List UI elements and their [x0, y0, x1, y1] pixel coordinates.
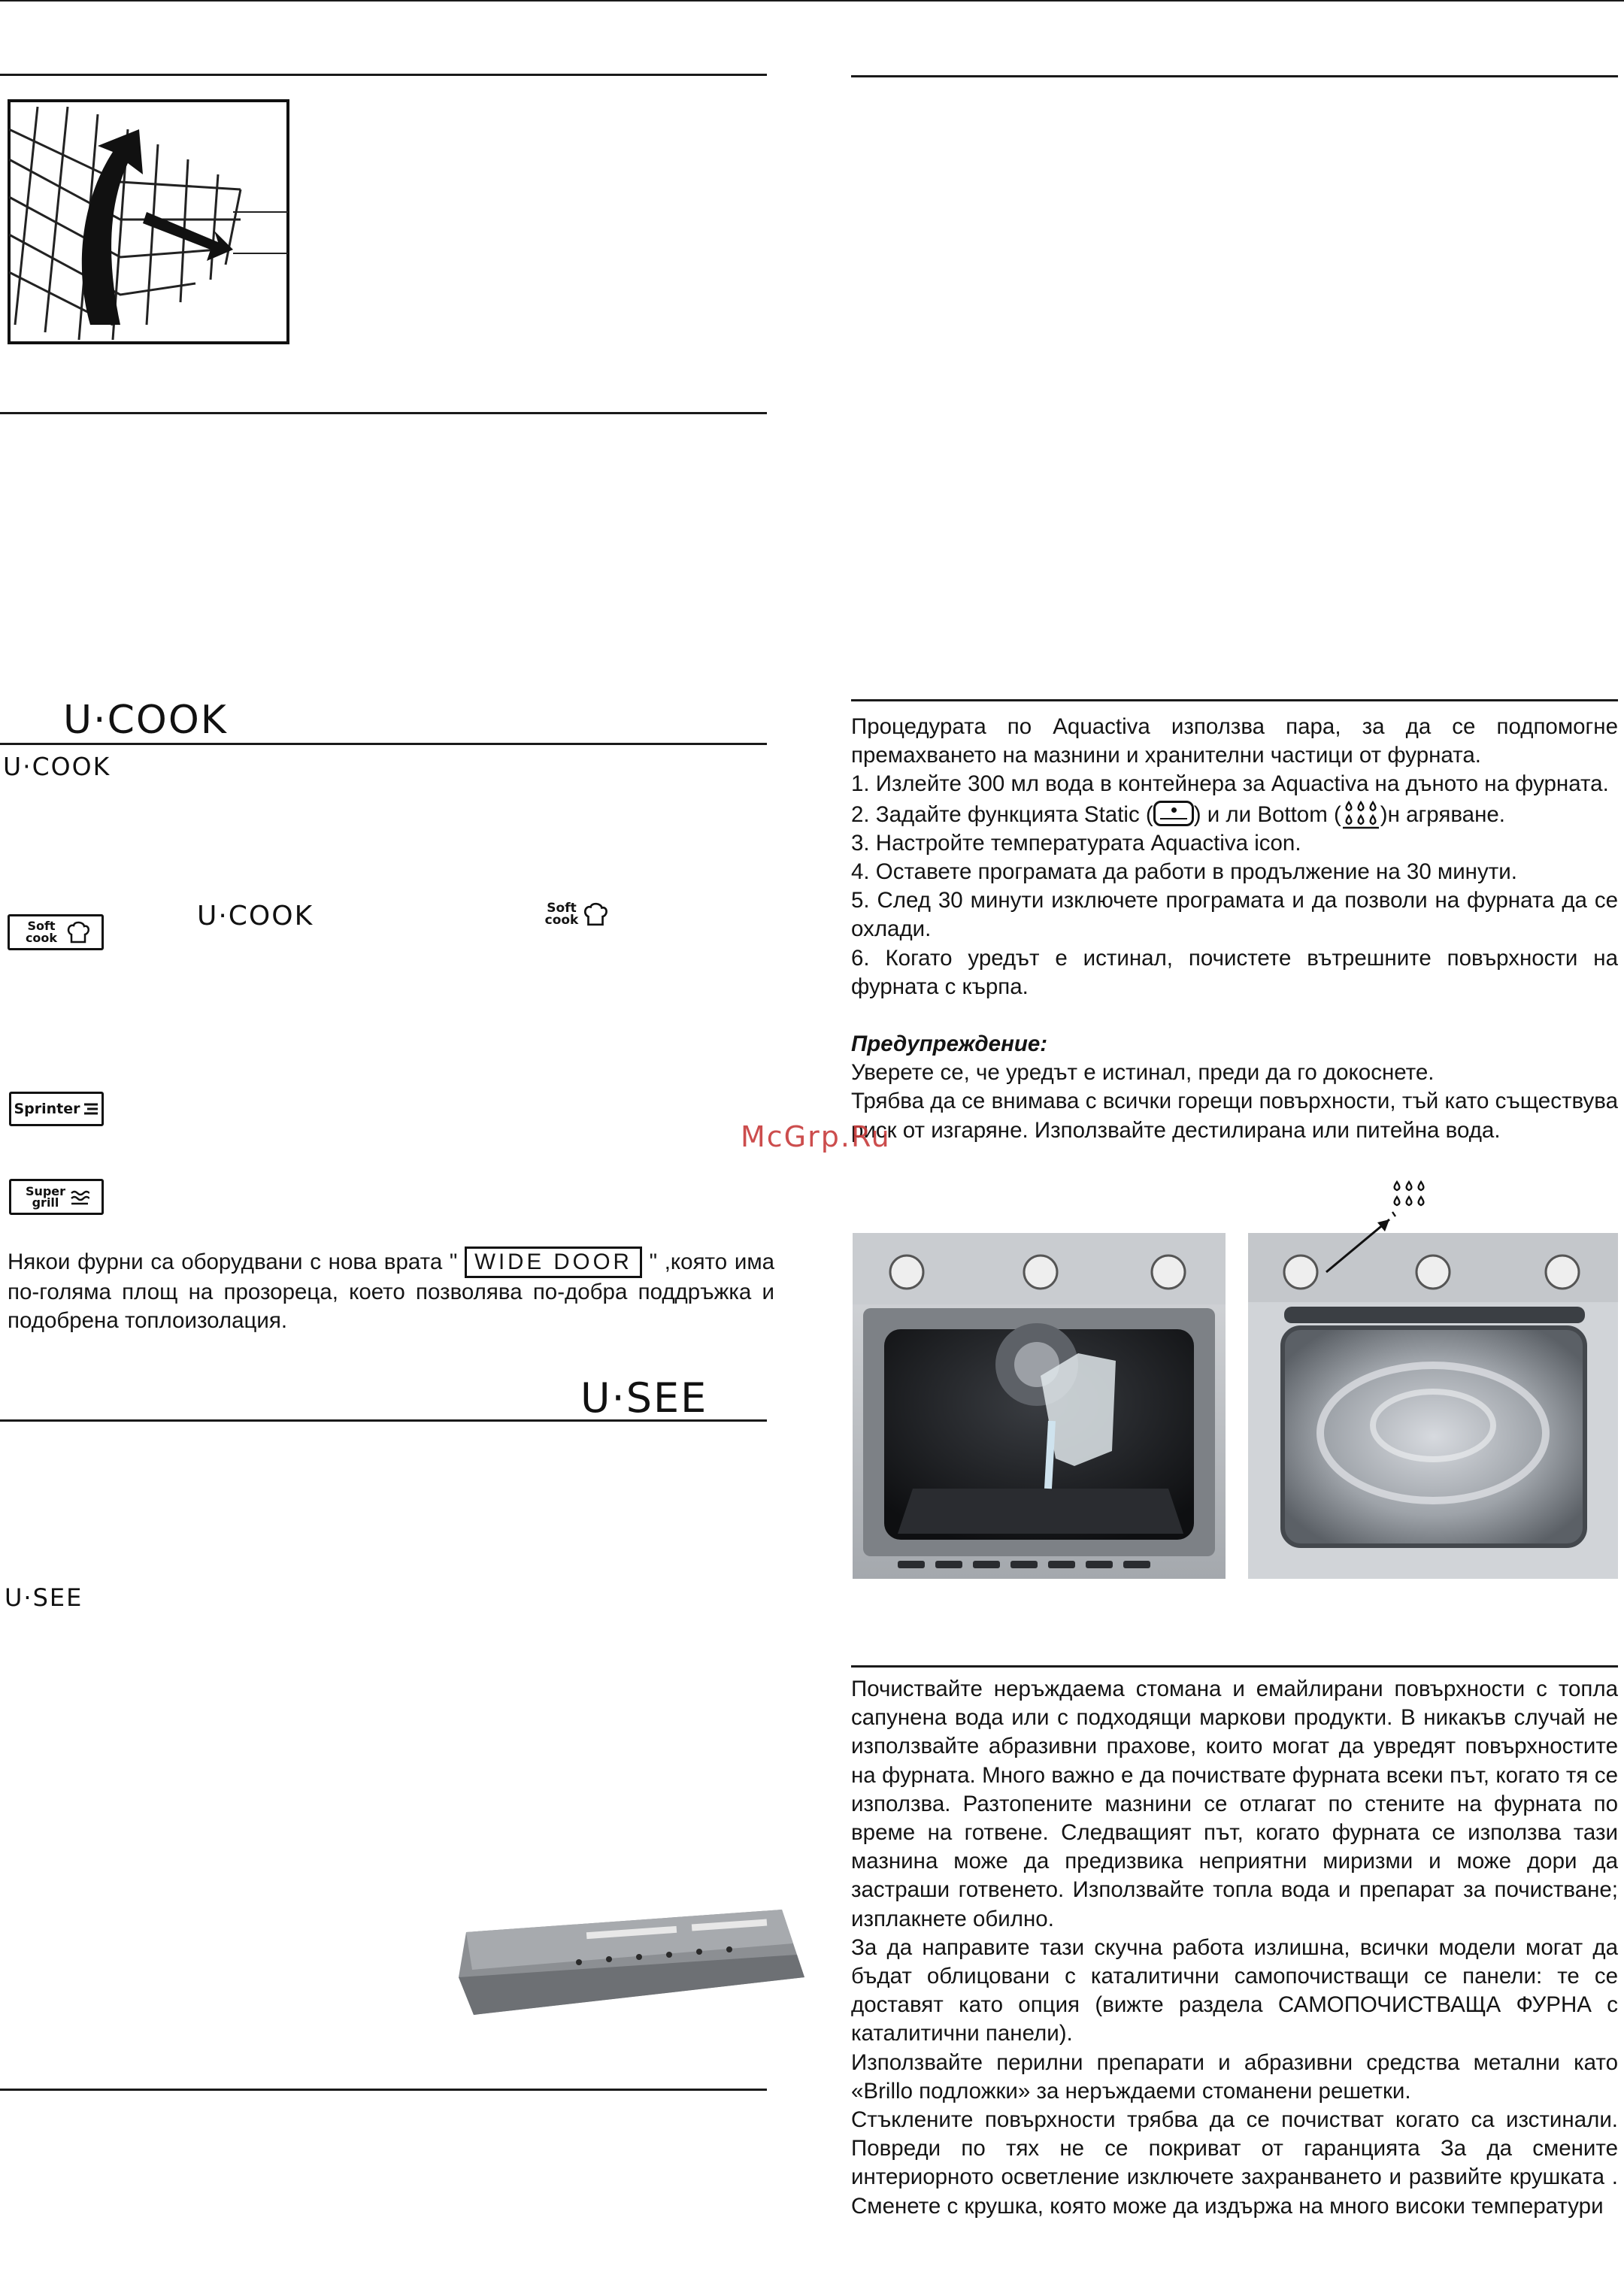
- soft-cook-badge-label: Soft cook: [25, 919, 58, 945]
- cleaning-paragraph-2: За да направите тази скучна работа излишна, всички модели могат да бъдат облицовани с каталитични самопочистващи се панели: те се доставят като опция (вижте раздела САМОПОЧИСТВАЩА ФУРНА с каталитични панели).: [851, 1934, 1618, 2046]
- oven-photo-steam: [1248, 1177, 1618, 1579]
- left-rule-1: [0, 74, 767, 76]
- right-rule-2: [851, 699, 1618, 701]
- ucook-logo-large: [63, 698, 228, 743]
- aquactiva-step-4: 4. Оставете програмата да работи в продължение на 30 минути.: [851, 859, 1517, 885]
- right-rule-1: [851, 75, 1618, 77]
- ucook-logo-small-text: U·COOK: [3, 752, 111, 781]
- left-rule-3: [0, 743, 767, 745]
- super-grill-badge: [9, 1179, 104, 1215]
- door-strip-illustration: [451, 1902, 804, 2015]
- cleaning-paragraph-1: Почиствайте неръждаема стомана и емайлирани повърхности с топла сапунена вода или с подходящи маркови продукти. В никакъв случай не използвайте абразивни прахове, които могат да увредят повърхностите на фурната. Много важно е да почиствате фурната всеки път, когато тя се използва. Разтопените мазнини се отлагат по стените на фурната по време на готвене. Следващият път, когато фурната се използва тази мазнина може да предизвика неприятни миризми и може дори да застраши готвенето. Използвайте топла вода и препарат за почистване; изплакнете обилно.: [851, 1677, 1618, 1931]
- ucook-logo-mid-text: U·COOK: [197, 901, 314, 931]
- left-rule-2: [0, 412, 767, 414]
- aquactiva-intro: Процедурата по Aquactiva използва пара, за да се подпомогне премахването на мазнини и хранителни частици от фурната.: [851, 714, 1618, 768]
- super-grill-badge-label: Super grill: [25, 1184, 66, 1210]
- aquactiva-section: [851, 713, 1618, 1145]
- wide-door-text-before: Някои фурни са оборудвани с нова врата ": [8, 1250, 458, 1274]
- soft-cook-badge: [8, 914, 104, 950]
- water-drops-icon: [1341, 799, 1380, 829]
- aquactiva-step-3: 3. Настройте температурата Aquactiva icon.: [851, 830, 1301, 856]
- ucook-logo-large-text: U·COOK: [63, 698, 228, 743]
- static-heat-icon: [1153, 801, 1194, 826]
- aquactiva-step-5: 5. След 30 минути изключете програмата и да позволи на фурната да се охлади.: [851, 888, 1618, 942]
- cleaning-section: [851, 1675, 1618, 2221]
- speed-lines-icon: [83, 1101, 99, 1116]
- warning-line-2: Трябва да се внимава с всички горещи повърхности, тъй като съществува риск от изгаряне. Използвайте дестилирана или питейна вода.: [851, 1089, 1618, 1143]
- warning-line-1: Уверете се, че уредът е истинал, преди да го докоснете.: [851, 1060, 1435, 1086]
- ucook-logo-small: [3, 752, 111, 781]
- usee-logo-small: [5, 1583, 83, 1612]
- left-rule-5: [0, 2089, 767, 2091]
- wide-door-box: WIDE DOOR: [465, 1247, 642, 1278]
- ucook-logo-mid: [197, 901, 314, 931]
- soft-cook-mark-label: Soft cook: [544, 901, 579, 928]
- wide-door-text-after: " ,която има по-голяма площ на прозореца, което позволява по-добра поддръжка и подобрена топлоизолация.: [8, 1250, 775, 1334]
- cleaning-paragraph-3: Използвайте перилни препарати и абразивни средства метални като «Brillo подложки» за неръждаеми стоманени решетки.: [851, 2049, 1618, 2104]
- grill-wave-icon: [70, 1189, 89, 1205]
- aquactiva-step-2-c: )н агряване.: [1380, 801, 1505, 827]
- aquactiva-step-2: [851, 799, 1618, 829]
- aquactiva-step-6: 6. Когато уредът е истинал, почистете вътрешните повърхности на фурната с кърпа.: [851, 945, 1618, 999]
- sprinter-badge: [9, 1092, 104, 1126]
- oven-photo-pouring-water: [853, 1233, 1226, 1579]
- chef-hat-icon: [65, 919, 91, 945]
- soft-cook-mark: [541, 901, 609, 928]
- usee-logo-large: [580, 1374, 707, 1422]
- aquactiva-step-1: 1. Излейте 300 мл вода в контейнера за Aquactiva на дъното на фурната.: [851, 771, 1609, 797]
- cleaning-paragraph-4: Стъклените повърхности трябва да се почистват когато са изстинали. Повреди по тях не се покриват от гаранцията За да смените интериорното осветление изключете захранването и развийте крушката . Сменете с крушка, която може да издържа на много високи температури: [851, 2107, 1618, 2219]
- chef-hat-icon: [582, 901, 609, 928]
- sprinter-badge-label: Sprinter: [14, 1101, 80, 1117]
- watermark: McGrp.Ru: [741, 1120, 891, 1153]
- right-rule-3: [851, 1665, 1618, 1668]
- wide-door-paragraph: [8, 1247, 774, 1335]
- usee-logo-small-text: U·SEE: [5, 1583, 83, 1612]
- oven-rack-illustration: [8, 99, 289, 344]
- warning-title: Предупреждение:: [851, 1031, 1048, 1057]
- aquactiva-step-2-b: ) и ли Bottom (: [1193, 801, 1341, 827]
- aquactiva-step-2-a: 2. Задайте функцията Static (: [851, 801, 1153, 827]
- top-border: [0, 0, 1624, 2]
- usee-logo-large-text: U·SEE: [580, 1374, 708, 1422]
- spacer: [851, 1001, 1618, 1030]
